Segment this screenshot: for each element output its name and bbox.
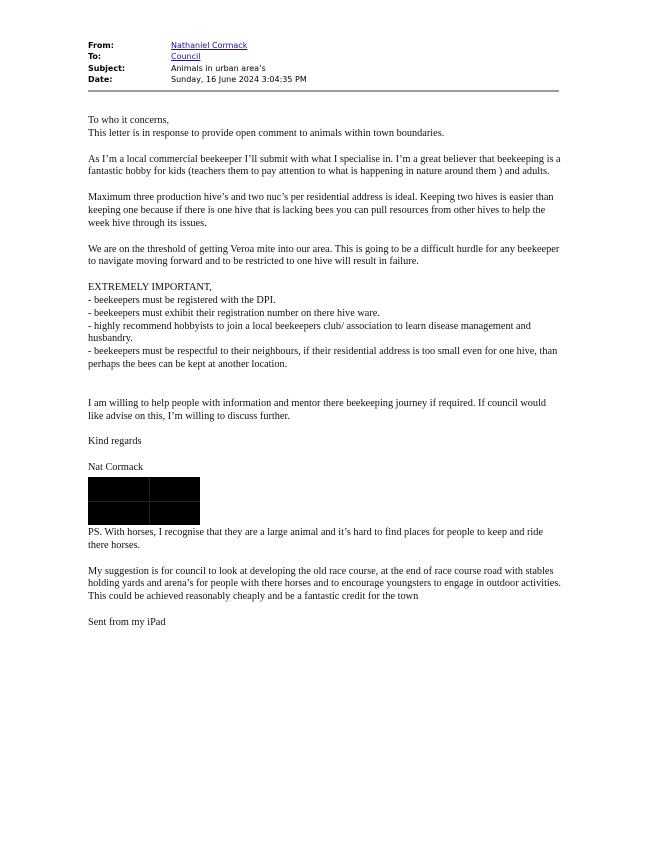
race-course-paragraph: My suggestion is for council to look at developing the old race course, at the end of race course road with stables holding yards and arena’s for people with there horses and to encourage youngsters to engage in outdoor activities. This could be achieved reasonably cheaply and be a fantastic credit for the town bbox=[88, 565, 561, 603]
bullet-item: - beekeepers must be respectful to their neighbours, if their residential address is too small even for one hive, than perhaps the bees can be kept at another location. bbox=[88, 346, 558, 370]
important-heading: EXTREMELY IMPORTANT, bbox=[88, 282, 212, 294]
intro-paragraph: This letter is in response to provide open comment to animals within town boundaries. bbox=[88, 127, 445, 139]
header-row-date bbox=[88, 74, 558, 85]
beekeeper-paragraph: As I’m a local commercial beekeeper I’ll submit with what I specialise in. I’m a great believer that beekeeping is a fantastic hobby for kids (teachers them to pay attention to what is happening in nature around them ) and adults. bbox=[88, 153, 561, 178]
closing: Kind regards bbox=[88, 436, 142, 448]
bullet-item: - beekeepers must be registered with the DPI. bbox=[88, 294, 276, 306]
subject-value: Animals in urban area’s bbox=[171, 63, 266, 73]
mentor-paragraph: I am willing to help people with information and mentor there beekeeping journey if required. If council would like advise on this, I’m willing to discuss further. bbox=[88, 397, 547, 422]
date-value: Sunday, 16 June 2024 3:04:35 PM bbox=[171, 74, 307, 84]
bullet-item: - beekeepers must exhibit their registration number on there hive ware. bbox=[88, 307, 380, 319]
email-header bbox=[88, 40, 558, 85]
hives-paragraph: Maximum three production hive’s and two nuc’s per residential address is ideal. Keeping two hives is easier than keeping one because if there is one hive that is lacking bees you can pull resources from other hives to help the week hive through its issues. bbox=[88, 192, 554, 229]
header-row-from bbox=[88, 40, 558, 51]
date-label: Date: bbox=[88, 74, 113, 84]
salutation: To who it concerns, bbox=[88, 115, 170, 126]
header-row-to bbox=[88, 51, 558, 62]
header-row-subject bbox=[88, 63, 558, 74]
bullet-item: - highly recommend hobbyists to join a local beekeepers club/ association to learn disease management and husbandry. bbox=[88, 320, 531, 345]
email-body bbox=[88, 115, 563, 630]
subject-label: Subject: bbox=[88, 63, 126, 73]
to-link[interactable]: Council bbox=[171, 52, 201, 62]
from-label: From: bbox=[88, 41, 114, 50]
signature-name: Nat Cormack bbox=[88, 462, 144, 474]
ps-paragraph: PS. With horses, I recognise that they are a large animal and it’s hard to find places for people to keep and ride there horses. bbox=[88, 526, 543, 551]
header-divider bbox=[88, 90, 559, 92]
redaction-block bbox=[88, 477, 200, 525]
sent-from-footer: Sent from my iPad bbox=[88, 616, 166, 628]
varroa-paragraph: We are on the threshold of getting Veroa mite into our area. This is going to be a difficult hurdle for any beekeeper to navigate moving forward and to be restricted to one hive will result in failure. bbox=[88, 243, 560, 268]
from-link[interactable]: Nathaniel Cormack bbox=[171, 41, 248, 50]
to-label: To: bbox=[88, 52, 102, 62]
